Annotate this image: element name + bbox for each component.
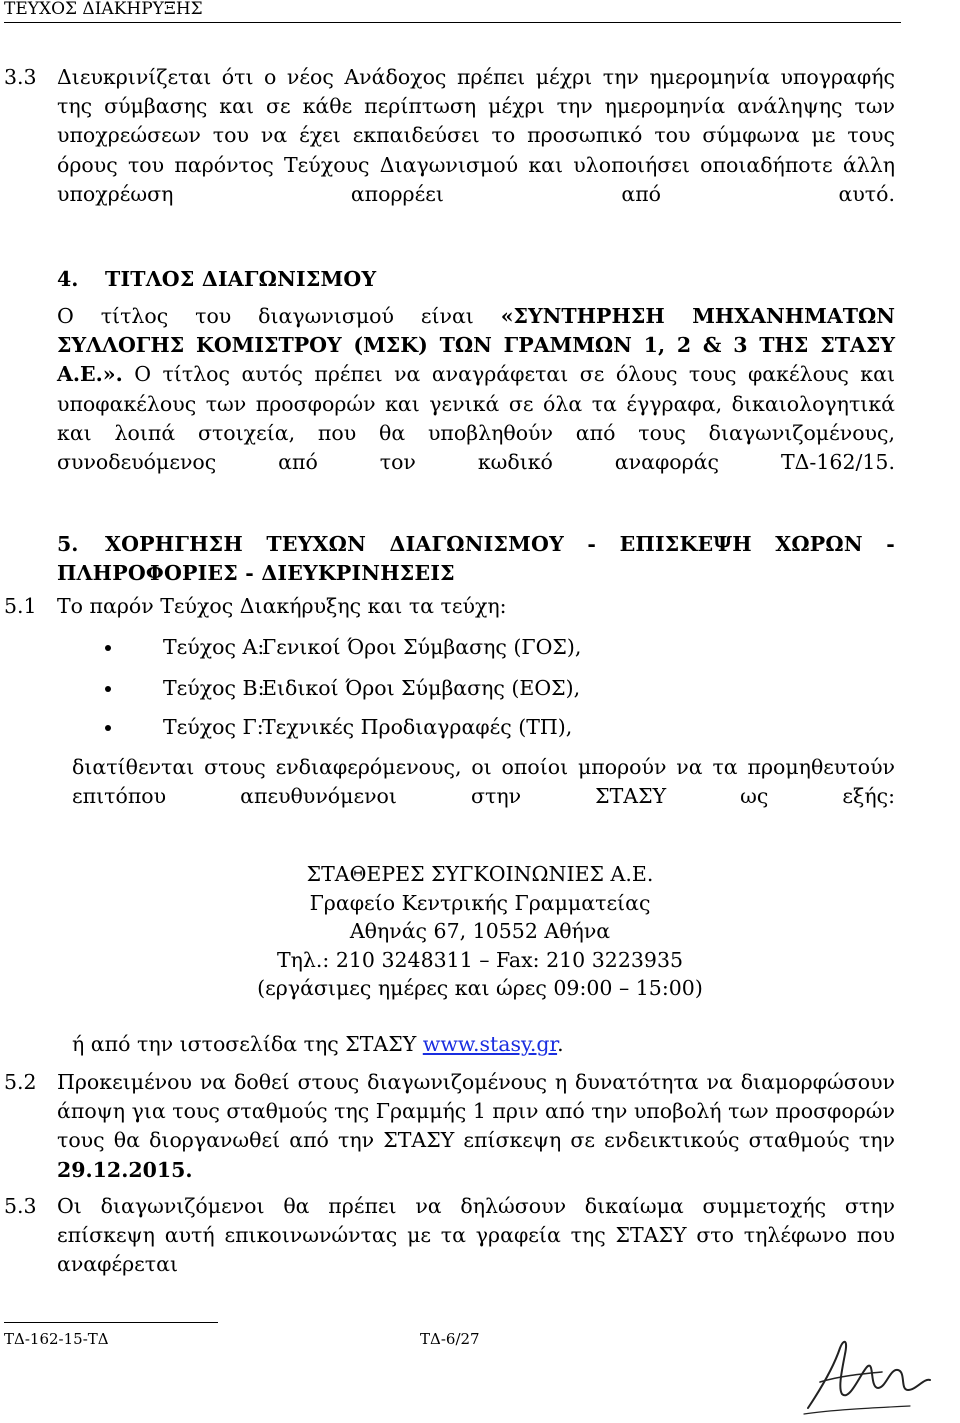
running-header: ΤΕΥΧΟΣ ΔΙΑΚΗΡΥΞΗΣ bbox=[4, 0, 203, 19]
footer-divider bbox=[4, 1322, 218, 1323]
section-5-1-text: Το παρόν Τεύχος Διακήρυξης και τα τεύχη: bbox=[57, 594, 507, 618]
section-3-3-number: 3.3 bbox=[4, 65, 37, 89]
bullet-icon bbox=[105, 686, 111, 692]
section-5-2-text: Προκειμένου να δοθεί στους διαγωνιζομένους η δυνατότητα να διαμορφώσουν άποψη για τους σταθμούς της Γραμμής 1 πριν από την υποβολή των προσφορών τους θα διοργανωθεί από την ΣΤΑΣΥ επίσκεψη σε ενδεικτικούς σταθμούς την 29.12.2015. bbox=[57, 1070, 895, 1182]
company-name: ΣΤΑΘΕΡΕΣ ΣΥΓΚΟΙΝΩΝΙΕΣ Α.Ε. bbox=[306, 862, 654, 886]
office-name: Γραφείο Κεντρικής Γραμματείας bbox=[309, 890, 651, 915]
office-hours: (εργάσιμες ημέρες και ώρες 09:00 – 15:00) bbox=[257, 976, 703, 1000]
section-4-text: Ο τίτλος του διαγωνισμού είναι «ΣΥΝΤΗΡΗΣΗ ΜΗΧΑΝΗΜΑΤΩΝ ΣΥΛΛΟΓΗΣ ΚΟΜΙΣΤΡΟΥ (ΜΣΚ) ΤΩΝ ΓΡΑΜΜΩΝ 1, 2 & 3 ΤΗΣ ΣΤΑΣΥ Α.Ε.». Ο τίτλος αυτός πρέπει να αναγράφεται σε όλους τους φακέλους και υποφακέλους των προσφορών και γενικά σε όλα τα έγγραφα, δικαιολογητικά και λοιπά στοιχεία, που θα υποβληθούν από τους διαγωνιζομένους, συνοδευόμενος από τον κωδικό αναφοράς ΤΔ-162/15. bbox=[57, 304, 896, 475]
website-line: ή από την ιστοσελίδα της ΣΤΑΣΥ www.stasy.gr. bbox=[72, 1032, 564, 1056]
visit-date: 29.12.2015. bbox=[57, 1157, 193, 1182]
contact-block bbox=[250, 860, 710, 1003]
section-5-3-text: Οι διαγωνιζόμενοι θα πρέπει να δηλώσουν δικαίωμα συμμετοχής στην επίσκεψη αυτή επικοινωνώντας με τα γραφεία της ΣΤΑΣΥ στο τηλέφωνο που αναφέρεται bbox=[57, 1194, 895, 1277]
tender-title: «ΣΥΝΤΗΡΗΣΗ ΜΗΧΑΝΗΜΑΤΩΝ ΣΥΛΛΟΓΗΣ ΚΟΜΙΣΤΡΟΥ (ΜΣΚ) ΤΩΝ ΓΡΑΜΜΩΝ 1, 2 & 3 ΤΗΣ ΣΤΑΣΥ Α.Ε.». bbox=[57, 304, 896, 387]
phone-fax: Τηλ.: 210 3248311 – Fax: 210 3223935 bbox=[276, 947, 684, 972]
section-5-1-after-text: διατίθενται στους ενδιαφερόμενους, οι οποίοι μπορούν να τα προμηθευτούν επιτόπου απευθυνόμενοι στην ΣΤΑΣΥ ως εξής: bbox=[72, 755, 895, 809]
bullet-icon bbox=[105, 645, 111, 651]
footer-page-number: ΤΔ-6/27 bbox=[420, 1330, 480, 1348]
section-5-number: 5. bbox=[57, 532, 79, 556]
office-address: Αθηνάς 67, 10552 Αθήνα bbox=[349, 919, 611, 943]
footer-doc-code: ΤΔ-162-15-ΤΔ bbox=[4, 1330, 109, 1348]
section-5-1-number: 5.1 bbox=[4, 594, 37, 618]
section-4-number: 4. bbox=[57, 267, 79, 291]
section-5-3-number: 5.3 bbox=[4, 1194, 37, 1218]
section-4-heading: ΤΙΤΛΟΣ ΔΙΑΓΩΝΙΣΜΟΥ bbox=[105, 267, 377, 291]
section-5-heading-line2: ΠΛΗΡΟΦΟΡΙΕΣ - ΔΙΕΥΚΡΙΝΗΣΕΙΣ bbox=[57, 561, 455, 585]
section-3-3-text: Διευκρινίζεται ότι ο νέος Ανάδοχος πρέπει μέχρι την ημερομηνία υπογραφής της σύμβασης και σε κάθε περίπτωση μέχρι την ημερομηνία ανάληψης των υποχρεώσεων του να έχει εκπαιδεύσει το προσωπικό του σύμφωνα με τους όρους του παρόντος Τεύχους Διαγωνισμού και υλοποιήσει οποιαδήποτε άλλη υποχρέωση απορρέει από αυτό. bbox=[57, 65, 895, 206]
bullet-icon bbox=[105, 725, 111, 731]
section-5-2-number: 5.2 bbox=[4, 1070, 37, 1094]
section-5-heading-line1: ΧΟΡΗΓΗΣΗ ΤΕΥΧΩΝ ΔΙΑΓΩΝΙΣΜΟΥ - ΕΠΙΣΚΕΨΗ ΧΩΡΩΝ - bbox=[105, 532, 895, 556]
reference-code: ΤΔ-162/15. bbox=[780, 450, 895, 475]
header-divider bbox=[4, 22, 901, 23]
signature-icon bbox=[790, 1330, 940, 1422]
document-page: ΤΕΥΧΟΣ ΔΙΑΚΗΡΥΞΗΣ 3.3 Διευκρινίζεται ότι ο νέος Ανάδοχος πρέπει μέχρι την ημερομηνία υπογραφής της σύμβασης και σε κάθε περίπτωση μέχρι την ημερομηνία ανάληψης των υποχρεώσεων του να έχει εκπαιδεύσει το προσωπικό του σύμφωνα με τους όρους του παρόντος Τεύχους Διαγωνισμού και υλοποιήσει οποιαδήποτε άλλη υποχρέωση απορρέει από αυτό. 4. ΤΙΤΛΟΣ ΔΙΑΓΩΝΙΣΜΟΥ Ο τίτλος του διαγωνισμού είναι «ΣΥΝΤΗΡΗΣΗ ΜΗΧΑΝΗΜΑΤΩΝ ΣΥΛΛΟΓΗΣ ΚΟΜΙΣΤΡΟΥ (ΜΣΚ) ΤΩΝ ΓΡΑΜΜΩΝ 1, 2 & 3 ΤΗΣ ΣΤΑΣΥ Α.Ε.». Ο τίτλος αυτός πρέπει να αναγράφεται σε όλους τους φακέλους και υποφακέλους των προσφορών και γενικά σε όλα τα έγγραφα, δικαιολογητικά και λοιπά στοιχεία, που θα υποβληθούν από τους διαγωνιζομένους, συνοδευόμενος από τον κωδικό αναφοράς ΤΔ-162/15. 5. ΧΟΡΗΓΗΣΗ ΤΕΥΧΩΝ ΔΙΑΓΩΝΙΣΜΟΥ - ΕΠΙΣΚΕΨΗ ΧΩΡΩΝ - ΠΛΗΡΟΦΟΡΙΕΣ - ΔΙΕΥΚΡΙΝΗΣΕΙΣ 5.1 Το παρόν Τεύχος Διακήρυξης και τα τεύχη: Τεύχος Α: Γενικοί Όροι Σύμβασης (ΓΟΣ), Τεύχος Β: Ειδικοί Όροι Σύμβασης (ΕΟΣ), Τεύχος Γ: Τεχνικές Προδιαγραφές (ΤΠ), διατίθενται στους ενδιαφερόμενους, οι οποίοι μπορούν να τα προμηθευτούν επιτόπου απευθυνόμενοι στην ΣΤΑΣΥ ως εξής: ΣΤΑΘΕΡΕΣ ΣΥΓΚΟΙΝΩΝΙΕΣ Α.Ε. Γραφείο Κεντρικής Γραμματείας Αθηνάς 67, 10552 Αθήνα Τηλ.: 210 3248311 – Fax: 210 3223935 (εργάσιμες ημέρες και ώρες 09:00 – 15:00) ή από την ιστοσελίδα της ΣΤΑΣΥ www.stasy.gr. 5.2 Προκειμένου να δοθεί στους διαγωνιζομένους η δυνατότητα να διαμορφώσουν άποψη για τους σταθμούς της Γραμμής 1 πριν από την υποβολή των προσφορών τους θα διοργανωθεί από την ΣΤΑΣΥ επίσκεψη σε ενδεικτικούς σταθμούς την 29.12.2015. 5.3 Οι διαγωνιζόμενοι θα πρέπει να δηλώσουν δικαίωμα συμμετοχής στην επίσκεψη αυτή επικοινωνώντας με τα γραφεία της ΣΤΑΣΥ στο τηλέφωνο που αναφέρεται ΤΔ-162-15-ΤΔ ΤΔ-6/27 bbox=[0, 0, 960, 1423]
website-link[interactable]: www.stasy.gr bbox=[422, 1032, 558, 1056]
